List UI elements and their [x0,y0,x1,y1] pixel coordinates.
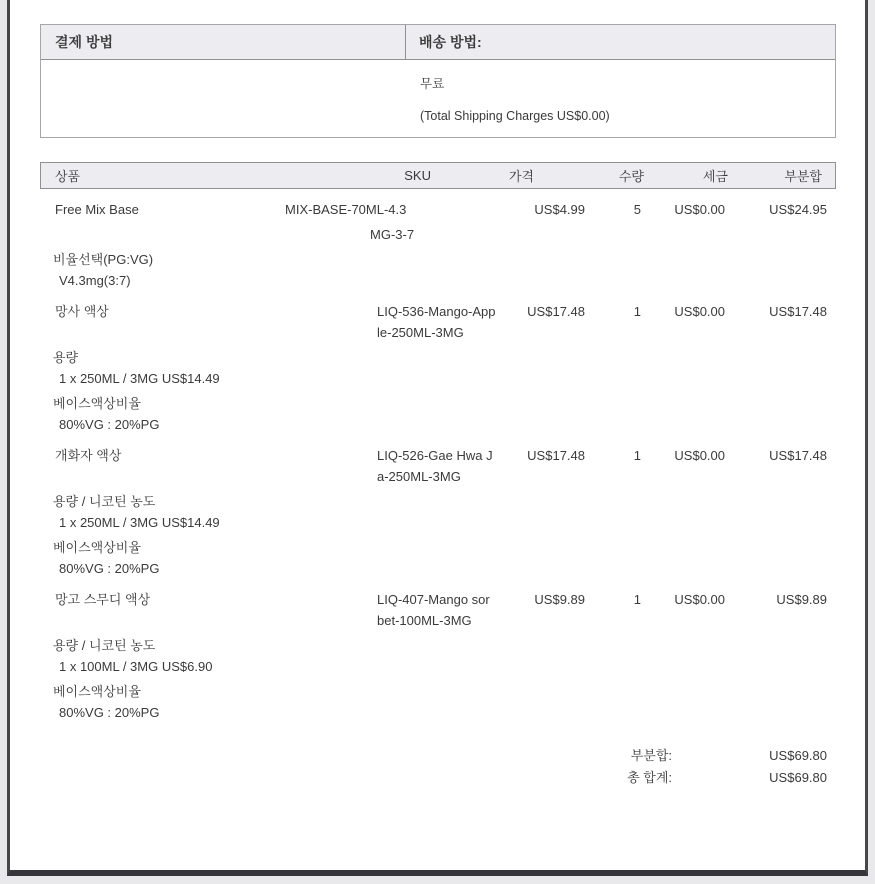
sku-line-1: LIQ-536-Mango-App [377,304,496,319]
option-label: 용량 [53,350,79,365]
option-value: 80%VG : 20%PG [59,561,160,576]
item-subtotal: US$9.89 [776,592,827,607]
product-name: 망고 스무디 액상 [55,592,151,607]
item-tax: US$0.00 [674,304,725,319]
col-header-product: 상품 [55,169,81,184]
item-qty: 1 [633,448,641,463]
sku-line-1: MIX-BASE-70ML-4.3 [285,202,407,217]
option-label: 비율선택(PG:VG) [53,252,154,267]
item-row [40,445,836,487]
payment-shipping-table [40,24,836,138]
item-subtotal: US$17.48 [769,448,827,463]
sku-line-2: bet-100ML-3MG [377,613,472,628]
sku-line-1: LIQ-407-Mango sor [377,592,490,607]
shipping-method-value: 무료 [420,77,445,91]
item-qty: 1 [633,304,641,319]
item-row [40,301,836,343]
option-label: 베이스액상비율 [53,540,141,555]
payment-method-value [41,60,406,137]
option-value: 1 x 100ML / 3MG US$6.90 [59,659,213,674]
product-name: 개화자 액상 [55,448,122,463]
item-subtotal: US$17.48 [769,304,827,319]
product-sku [270,445,515,487]
option-value: 1 x 250ML / 3MG US$14.49 [59,515,220,530]
item-tax: US$0.00 [674,202,725,217]
col-header-tax: 세금 [702,169,728,184]
shipping-method-header: 배송 방법: [419,34,482,50]
items-table-header [40,162,836,189]
item-price: US$9.89 [534,592,585,607]
payment-shipping-body-row [41,60,835,137]
product-sku [270,199,515,245]
col-header-sku: SKU [404,168,431,183]
option-value: V4.3mg(3:7) [59,273,131,288]
col-header-subtotal: 부분합 [784,169,822,184]
page-frame [7,0,868,876]
item-price: US$17.48 [527,304,585,319]
item-row [40,589,836,631]
product-name: Free Mix Base [55,202,139,217]
sku-line-2: MG-3-7 [370,227,415,242]
item-price: US$4.99 [534,202,585,217]
order-document [40,24,836,789]
option-label: 용량 / 니코틴 농도 [53,638,156,653]
product-name: 망사 액상 [55,304,109,319]
option-label: 베이스액상비율 [53,396,141,411]
grand-total-label: 총 합계: [627,770,672,785]
option-label: 베이스액상비율 [53,684,141,699]
item-qty: 1 [633,592,641,607]
shipping-charges-note: (Total Shipping Charges US$0.00) [420,109,610,123]
item-tax: US$0.00 [674,448,725,463]
col-header-qty: 수량 [618,169,644,184]
item-row [40,199,836,245]
option-value: 80%VG : 20%PG [59,705,160,720]
sku-line-1: LIQ-526-Gae Hwa J [377,448,493,463]
subtotal-label: 부분합: [630,748,672,763]
item-qty: 5 [633,202,641,217]
sku-line-2: a-250ML-3MG [377,469,461,484]
payment-shipping-header-row [41,25,835,60]
item-price: US$17.48 [527,448,585,463]
col-header-price: 가격 [508,169,534,184]
option-value: 1 x 250ML / 3MG US$14.49 [59,371,220,386]
product-sku [270,301,515,343]
product-sku [270,589,515,631]
totals-section [40,745,836,789]
payment-method-header: 결제 방법 [41,25,406,59]
item-subtotal: US$24.95 [769,202,827,217]
shipping-method-cell [406,60,610,137]
sku-line-2: le-250ML-3MG [377,325,464,340]
grand-total-value: US$69.80 [769,770,827,785]
item-tax: US$0.00 [674,592,725,607]
option-label: 용량 / 니코틴 농도 [53,494,156,509]
subtotal-line [40,745,836,767]
option-value: 80%VG : 20%PG [59,417,160,432]
subtotal-value: US$69.80 [769,748,827,763]
grand-total-line [40,767,836,789]
